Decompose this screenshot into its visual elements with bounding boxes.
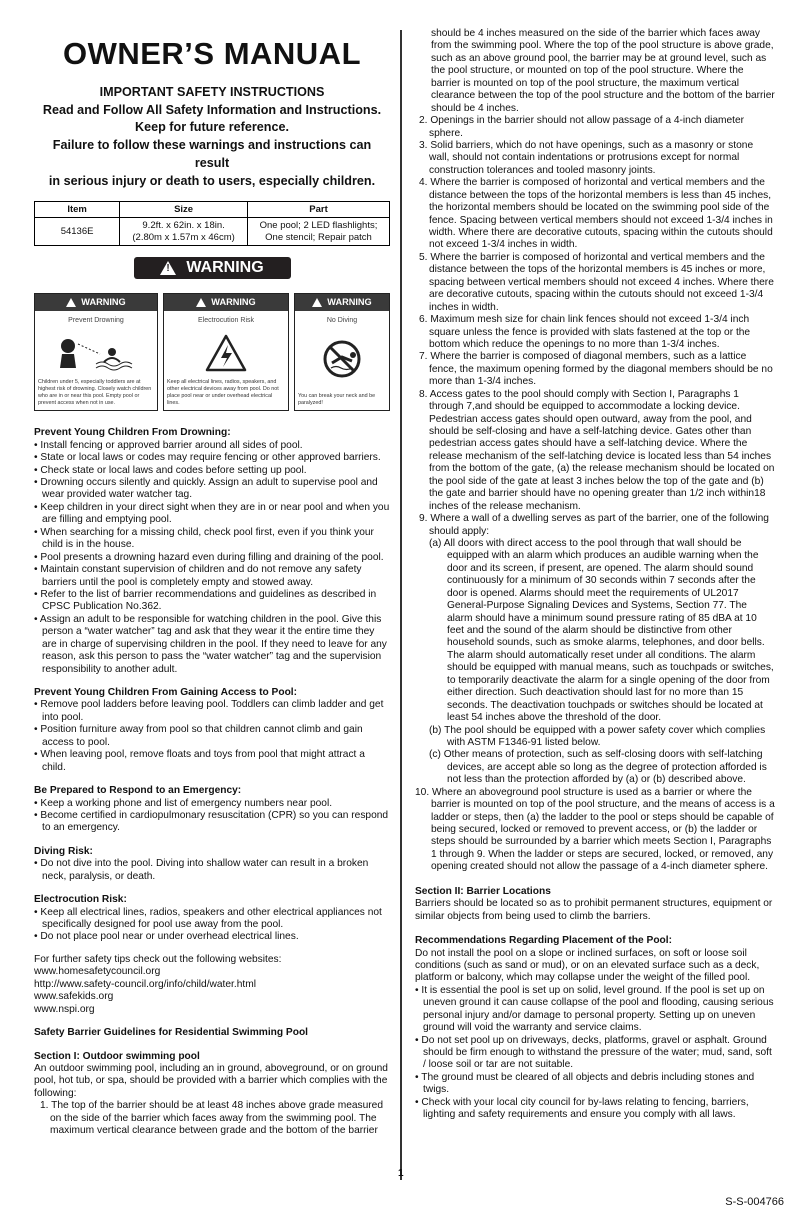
- document-id: S-S-004766: [725, 1196, 784, 1208]
- list-item: • Check with your local city council for by-laws relating to fencing, barriers, lighting and safety requirements and ensure you comply with all laws.: [415, 1097, 775, 1122]
- cell-size: [120, 218, 248, 246]
- section-heading: Diving Risk:: [34, 845, 93, 857]
- list-item: • Drowning occurs silently and quickly. Assign an adult to supervise pool and wear provided water watcher tag.: [34, 477, 390, 502]
- safety-header: [34, 84, 390, 191]
- high-voltage-icon: [164, 326, 288, 379]
- table-row: [35, 218, 390, 246]
- col-header-item: Item: [35, 201, 120, 218]
- part-line-1: One pool; 2 LED flashlights;: [259, 220, 378, 232]
- warning-banner: [134, 257, 291, 279]
- list-item: • Keep all electrical lines, radios, speakers and other electrical appliances not specifically designed for pool use away from the pool.: [34, 907, 390, 932]
- label-caption: No Diving: [326, 317, 358, 325]
- list-item: 8. Access gates to the pool should comply with Section I, Paragraphs 1 through 7,and should be equipped to accommodate a locking device. Pedestrian access gates should open outward, away from the pool, and should be self-closing and have a self-latching device. Gates other than pedestrian access gates should have a self-latching device. Where the release mechanism of the self-latching device is located less than 54 inches from the bottom of the gate, (a) the release mechanism should be located on the pool side of the gate at least 3 inches below the top of the gate and (b) the gate and barrier should have no opening greater than 1/2 inch within18 inches of the release mechanism.: [419, 388, 775, 512]
- label-text: Keep all electrical lines, radios, speakers, and other electrical devices away from pool. Do not place pool near or under overhead electrical lines.: [167, 379, 279, 406]
- spec-table: [34, 201, 390, 246]
- website-link[interactable]: www.safekids.org: [34, 991, 114, 1003]
- list-item: • When leaving pool, remove floats and toys from pool that might attract a child.: [34, 749, 390, 774]
- list-item: 5. Where the barrier is composed of horizontal and vertical members and the distance between the tops of the horizontal members is 45 inches or more, spacing between vertical members should not exceed 4 inches. Where there are decorative cutouts, spacing within the cutouts should not exceed 1-3/4 inches in width.: [419, 251, 774, 313]
- list-item: • Check state or local laws and codes before setting up pool.: [34, 465, 390, 477]
- sub-list-item: (b) The pool should be equipped with a power safety cover which complies with ASTM F1346-91 listed below.: [429, 724, 766, 748]
- column-divider: [400, 30, 402, 1180]
- col-header-size: Size: [120, 201, 248, 218]
- section-2-heading: Section II: Barrier Locations: [415, 885, 551, 897]
- list-item: 2. Openings in the barrier should not allow passage of a 4-inch diameter sphere.: [419, 115, 745, 139]
- list-item: • Install fencing or approved barrier around all sides of pool.: [34, 440, 390, 452]
- list-item: 3. Solid barriers, which do not have openings, such as a masonry or stone wall, should not contain indentations or protrusions except for normal construction tolerances and tooled masonry joints.: [419, 139, 754, 176]
- cell-item: 54136E: [35, 218, 120, 246]
- col-header-part: Part: [247, 201, 389, 218]
- label-text: Children under 5, especially toddlers are at highest risk of drowning. Closely watch children who are in or near this pool. Empty pool or prevent access when not in use.: [38, 379, 152, 406]
- safety-line-2: Read and Follow All Safety Information and Instructions.: [42, 102, 382, 117]
- section-1-heading: Section I: Outdoor swimming pool: [34, 1050, 200, 1062]
- list-item: • Pool presents a drowning hazard even during filling and draining of the pool.: [34, 552, 390, 564]
- guidelines-heading: Safety Barrier Guidelines for Residential Swimming Pool: [34, 1027, 308, 1039]
- label-head: [295, 294, 389, 311]
- cell-part: [247, 218, 389, 246]
- label-head-text: WARNING: [211, 297, 256, 308]
- list-item: • Become certified in cardiopulmonary resuscitation (CPR) so you can respond to an emergency.: [34, 810, 390, 835]
- warning-triangle-icon: [66, 298, 76, 307]
- label-head-text: WARNING: [327, 297, 372, 308]
- label-head: [35, 294, 157, 311]
- list-item: 10. Where an aboveground pool structure is used as a barrier or where the barrier is mounted on top of the pool structure, and the means of access is a ladder or steps, then (a) the ladder to the pool or steps should be capable of being secured, locked or removed to prevent access, or (b) the ladder or steps should be surrounded by a barrier which meets Section I, Paragraphs 1 through 9. When the ladder or steps are secured, locked, or removed, any opening created should not allow the passage of a 4-inch diameter sphere.: [415, 786, 775, 873]
- list-item: • When searching for a missing child, check pool first, even if you think your child is in the house.: [34, 527, 390, 552]
- list-item: • Remove pool ladders before leaving pool. Toddlers can climb ladder and get into pool.: [34, 699, 390, 724]
- placement-heading: Recommendations Regarding Placement of the Pool:: [415, 935, 672, 947]
- label-head: [164, 294, 288, 311]
- list-item: 4. Where the barrier is composed of horizontal and vertical members and the distance between the tops of the horizontal members is less than 45 inches, the horizontal members should be located on the swimming pool side of the fence. Spacing between vertical members should not exceed 1-3/4 inches in width. Where there are decorative cutouts, spacing within the cutouts should not exceed 1-3/4 inches in width.: [419, 177, 773, 251]
- part-line-2: One stencil; Repair patch: [265, 231, 372, 243]
- page-number: 1: [398, 1168, 404, 1179]
- list-item: • Maintain constant supervision of children and do not remove any safety barriers until the pool is completely empty and stowed away.: [34, 564, 390, 589]
- list-item: 1. The top of the barrier should be at least 48 inches above grade measured on the side of the barrier which faces away from the swimming pool. The maximum vertical clearance between grade and the bottom of the barrier: [40, 1100, 384, 1137]
- list-item: • Assign an adult to be responsible for watching children in the pool. Give this person a “water watcher” tag and ask that they wear it the entire time they are in charge of supervising children in the pool. If they need to leave for any reason, ask this person to pass the “water watcher” tag and the supervision responsibility to another adult.: [34, 614, 390, 676]
- safety-line-4: Failure to follow these warnings and instructions can result: [52, 138, 372, 171]
- label-head-text: WARNING: [81, 297, 126, 308]
- list-item: 9. Where a wall of a dwelling serves as part of the barrier, one of the following should apply:: [419, 513, 769, 537]
- website-links: [34, 966, 390, 1016]
- warning-labels: [34, 293, 390, 411]
- warning-banner-label: WARNING: [186, 259, 264, 277]
- right-column: [415, 28, 775, 1122]
- size-line-2: (2.80m x 1.57m x 46cm): [132, 231, 235, 243]
- section-2-text: Barriers should be located so as to prohibit permanent structures, equipment or similar objects from being used to climb the barriers.: [415, 898, 773, 922]
- left-column: [34, 34, 390, 1138]
- website-link[interactable]: www.nspi.org: [34, 1003, 95, 1015]
- list-item: • Do not place pool near or under overhead electrical lines.: [34, 931, 390, 943]
- drowning-child-icon: [35, 326, 157, 379]
- label-electrocution: [163, 293, 289, 411]
- label-text: You can break your neck and be paralyzed!: [298, 392, 376, 406]
- safety-line-3: Keep for future reference.: [135, 120, 289, 135]
- list-item: • The ground must be cleared of all objects and debris including stones and twigs.: [415, 1072, 775, 1097]
- placement-text: Do not install the pool on a slope or inclined surfaces, on soft or loose soil conditions (such as sand or mud), or on an elevated surface such as a deck, platform or balcony, which may collapse under the weight of the filled pool.: [415, 947, 760, 984]
- label-caption: Electrocution Risk: [197, 317, 255, 325]
- section-heading: Prevent Young Children From Drowning:: [34, 427, 231, 439]
- website-link[interactable]: www.homesafetycouncil.org: [34, 966, 161, 978]
- warning-triangle-icon: [312, 298, 322, 307]
- list-item: • Keep a working phone and list of emergency numbers near pool.: [34, 798, 390, 810]
- warning-triangle-icon: [196, 298, 206, 307]
- list-item: • Position furniture away from pool so that children cannot climb and gain access to pool.: [34, 724, 390, 749]
- label-prevent-drowning: [34, 293, 158, 411]
- list-item: • Do not set pool up on driveways, decks, platforms, gravel or asphalt. Ground should be firm enough to withstand the pressure of the water; mud, sand, soft / loose soil or tar are not suitable.: [415, 1035, 775, 1072]
- list-item: 7. Where the barrier is composed of diagonal members, such as a lattice fence, the maximum opening formed by the diagonal members should be no more than 1-3/4 inches.: [419, 351, 773, 388]
- section-heading: Prevent Young Children From Gaining Access to Pool:: [34, 687, 298, 698]
- list-item: 6. Maximum mesh size for chain link fences should not exceed 1-3/4 inch square unless the fence is provided with slats fastened at the top or the bottom which reduce the openings to no more than 1-3/4 inches.: [419, 314, 751, 350]
- label-no-diving: [294, 293, 390, 411]
- drowning-list: [34, 440, 390, 676]
- list-item: • Refer to the list of barrier recommendations and guidelines as described in CPSC Publication No.362.: [34, 589, 390, 614]
- no-diving-icon: [295, 326, 389, 393]
- list-item: • It is essential the pool is set up on solid, level ground. If the pool is set up on uneven ground it can cause collapse of the pool and flooding, causing serious personal injury and/or damage to personal property. Setting up on uneven ground will void the warranty and service claims.: [415, 985, 775, 1035]
- label-caption: Prevent Drowning: [68, 317, 124, 325]
- list-item: • Do not dive into the pool. Diving into shallow water can result in a broken neck, paralysis, or death.: [34, 858, 390, 883]
- list-item: • State or local laws or codes may require fencing or other approved barriers.: [34, 452, 390, 464]
- safety-line-1: IMPORTANT SAFETY INSTRUCTIONS: [99, 84, 325, 99]
- website-link[interactable]: http://www.safety-council.org/info/child/water.html: [34, 978, 256, 990]
- list-item: • Keep children in your direct sight when they are in or near pool and when you are filling and emptying pool.: [34, 502, 390, 527]
- section-1-intro: An outdoor swimming pool, including an in ground, aboveground, or on ground pool, hot tub, or spa, should be provided with a barrier which complies with the following:: [34, 1062, 388, 1099]
- warning-triangle-icon: [160, 261, 176, 275]
- sub-list-item: (a) All doors with direct access to the pool through that wall should be equipped with an alarm which produces an audible warning when the door and its screen, if present, are opened. The alarm should sound continuously for a minimum of 30 seconds within 7 seconds after the door is opened. Alarms should meet the requirements of UL2017 General-Purpose Signaling Devices and Systems, Section 77. The alarm should have a minimum sound pressure rating of 85 dBA at 10 feet and the sound of the alarm should be distinctive from other household sounds, such as smoke alarms, telephones, and door bells. The alarm should automatically reset under all conditions. The alarm should be equipped with manual means, such as touchpads or switches, to temporarily deactivate the alarm for a single opening of the door from either direction. Such deactivation should last for no more than 15 seconds. The deactivation touchpads or switches should be located at least 54 inches above the threshold of the door.: [429, 537, 774, 724]
- page-title: OWNER’S MANUAL: [62, 36, 362, 71]
- safety-line-5: in serious injury or death to users, especially children.: [48, 174, 376, 189]
- tips-intro: For further safety tips check out the following websites:: [34, 953, 282, 965]
- list-item-continued: should be 4 inches measured on the side of the barrier which faces away from the swimming pool. Where the top of the pool structure is above grade, such as an above ground pool, the barrier may be at ground level, such as the pool structure, or mounted on top of the pool structure. Where the barrier is mounted on top of the pool structure, the maximum vertical clearance between the top of the pool structure and the bottom of the barrier should be 4 inches.: [431, 28, 775, 114]
- size-line-1: 9.2ft. x 62in. x 18in.: [142, 220, 225, 232]
- section-heading: Electrocution Risk:: [34, 894, 127, 906]
- section-heading: Be Prepared to Respond to an Emergency:: [34, 785, 242, 797]
- sub-list-item: (c) Other means of protection, such as self-closing doors with self-latching devices, are accept able so long as the degree of protection afforded is not less than the protection afforded by (a) or (b) described above.: [429, 749, 767, 786]
